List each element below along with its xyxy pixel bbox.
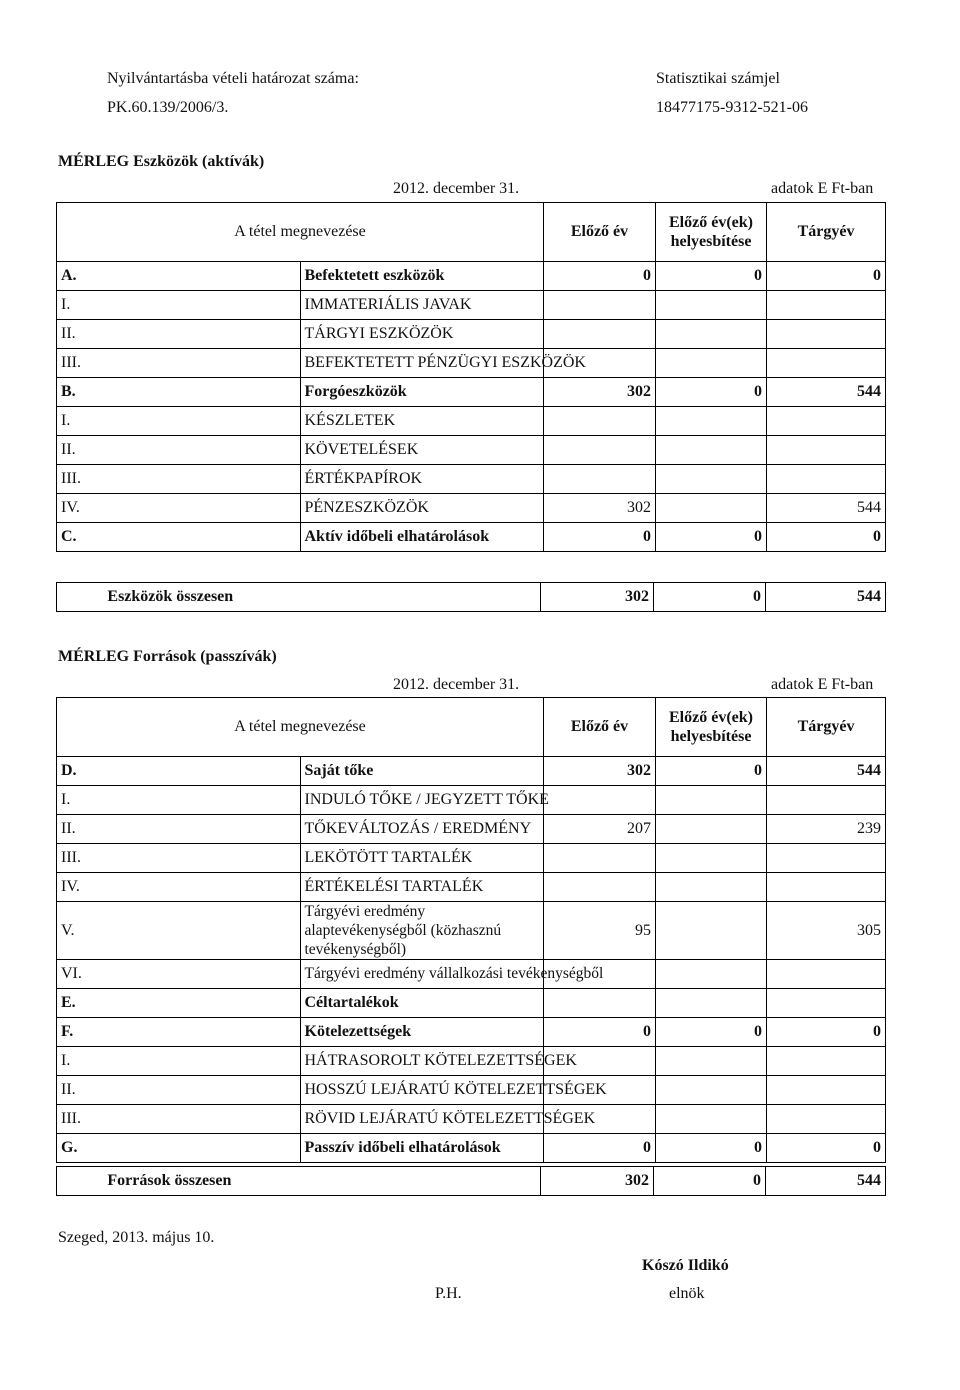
liabilities-table [56,697,886,1163]
row-code: VI. [57,960,301,989]
row-code: II. [57,1076,301,1105]
row-current [767,436,886,465]
row-code: D. [57,757,301,786]
assets-total-table [56,582,886,612]
table-row [57,757,886,786]
row-prev: 0 [544,523,656,552]
row-current [767,844,886,873]
registration-number: PK.60.139/2006/3. [107,99,229,116]
table-row [57,320,886,349]
table-row [57,378,886,407]
row-current: 0 [767,1134,886,1163]
row-correction [656,465,767,494]
total-name: Eszközök összesen [103,583,540,612]
table-row [57,494,886,523]
row-prev [544,436,656,465]
table-row [57,786,886,815]
row-name: Befektetett eszközök [300,262,544,291]
row-code: II. [57,436,301,465]
row-correction [656,291,767,320]
row-name: HOSSZÚ LEJÁRATÚ KÖTELEZETTSÉGEK [300,1076,544,1105]
row-correction [656,349,767,378]
row-code: F. [57,1018,301,1047]
row-current: 239 [767,815,886,844]
row-correction: 0 [656,1018,767,1047]
row-correction [656,407,767,436]
column-header-prev: Előző év [544,698,656,757]
row-correction [656,786,767,815]
row-current [767,989,886,1018]
row-correction [656,844,767,873]
total-correction: 0 [654,1167,766,1196]
column-header-correction-line1: Előző év(ek) [669,709,753,726]
row-prev [544,989,656,1018]
column-header-correction-line2: helyesbítése [670,233,752,250]
row-current [767,1076,886,1105]
row-name: LEKÖTÖTT TARTALÉK [300,844,544,873]
row-prev [544,291,656,320]
row-current [767,291,886,320]
row-prev: 302 [544,494,656,523]
assets-date: 2012. december 31. [393,180,520,197]
row-current [767,1047,886,1076]
row-current [767,1105,886,1134]
row-correction [656,436,767,465]
row-code: E. [57,989,301,1018]
stamp-placeholder: P.H. [435,1285,462,1302]
table-row [57,523,886,552]
row-correction [656,1105,767,1134]
liabilities-title: MÉRLEG Források (passzívák) [58,648,277,665]
table-row [57,465,886,494]
row-name: Céltartalékok [300,989,544,1018]
statistical-code-label: Statisztikai számjel [656,70,780,87]
row-prev: 0 [544,1018,656,1047]
total-name: Források összesen [103,1167,540,1196]
row-code: III. [57,349,301,378]
row-name: HÁTRASOROLT KÖTELEZETTSÉGEK [300,1047,544,1076]
row-name: IMMATERIÁLIS JAVAK [300,291,544,320]
row-name: TŐKEVÁLTOZÁS / EREDMÉNY [300,815,544,844]
row-name: KÖVETELÉSEK [300,436,544,465]
table-row [57,1105,886,1134]
row-correction [656,320,767,349]
row-prev [544,320,656,349]
row-correction: 0 [656,262,767,291]
liabilities-unit: adatok E Ft-ban [771,676,874,693]
row-correction [656,873,767,902]
row-current: 544 [767,378,886,407]
row-code: I. [57,407,301,436]
row-code: II. [57,815,301,844]
row-name: TÁRGYI ESZKÖZÖK [300,320,544,349]
total-spacer [57,583,104,612]
signer-role: elnök [669,1285,705,1302]
column-header-prev: Előző év [544,203,656,262]
column-header-correction [656,698,767,757]
liabilities-total-table [56,1166,886,1196]
row-prev [544,786,656,815]
row-name: ÉRTÉKELÉSI TARTALÉK [300,873,544,902]
column-header-name: A tétel megnevezése [57,698,544,757]
row-current [767,465,886,494]
row-correction: 0 [656,523,767,552]
row-correction [656,960,767,989]
assets-unit: adatok E Ft-ban [771,180,874,197]
row-prev [544,465,656,494]
row-code: I. [57,1047,301,1076]
liabilities-total-row [57,1167,886,1196]
total-current: 544 [765,583,885,612]
row-current [767,873,886,902]
column-header-correction [656,203,767,262]
assets-header-row [57,203,886,262]
table-row [57,960,886,989]
row-name: Passzív időbeli elhatárolások [300,1134,544,1163]
row-prev [544,407,656,436]
row-code: IV. [57,873,301,902]
row-name: INDULÓ TŐKE / JEGYZETT TŐKE [300,786,544,815]
table-row [57,1076,886,1105]
row-current: 0 [767,523,886,552]
row-current: 544 [767,494,886,523]
row-correction: 0 [656,1134,767,1163]
row-correction [656,902,767,960]
row-name: PÉNZESZKÖZÖK [300,494,544,523]
column-header-correction-line1: Előző év(ek) [669,214,753,231]
row-name: Saját tőke [300,757,544,786]
row-name: Tárgyévi eredmény vállalkozási tevékenységből [300,960,544,989]
row-correction [656,1047,767,1076]
row-current: 0 [767,1018,886,1047]
row-current [767,960,886,989]
row-correction [656,494,767,523]
row-name: Forgóeszközök [300,378,544,407]
row-name: KÉSZLETEK [300,407,544,436]
column-header-current: Tárgyév [767,698,886,757]
row-name: RÖVID LEJÁRATÚ KÖTELEZETTSÉGEK [300,1105,544,1134]
row-name: ÉRTÉKPAPÍROK [300,465,544,494]
column-header-current: Tárgyév [767,203,886,262]
column-header-correction-line2: helyesbítése [670,728,752,745]
row-correction: 0 [656,378,767,407]
row-name: Aktív időbeli elhatárolások [300,523,544,552]
row-correction [656,1076,767,1105]
row-current: 544 [767,757,886,786]
row-code: III. [57,844,301,873]
row-correction [656,989,767,1018]
table-row [57,1018,886,1047]
assets-title: MÉRLEG Eszközök (aktívák) [58,153,265,170]
row-code: B. [57,378,301,407]
row-prev: 0 [544,262,656,291]
total-prev: 302 [541,1167,654,1196]
table-row [57,262,886,291]
row-code: V. [57,902,301,960]
row-prev: 302 [544,757,656,786]
row-code: A. [57,262,301,291]
signer-name: Kószó Ildikó [642,1257,729,1274]
total-spacer [57,1167,104,1196]
row-code: III. [57,1105,301,1134]
row-code: C. [57,523,301,552]
table-row [57,291,886,320]
table-row [57,902,886,960]
row-prev [544,873,656,902]
row-name: BEFEKTETETT PÉNZÜGYI ESZKÖZÖK [300,349,544,378]
row-prev: 95 [544,902,656,960]
row-prev [544,844,656,873]
row-code: G. [57,1134,301,1163]
table-row [57,989,886,1018]
row-current [767,320,886,349]
table-row [57,1047,886,1076]
table-row [57,407,886,436]
statistical-code: 18477175-9312-521-06 [656,99,808,116]
row-current: 0 [767,262,886,291]
total-current: 544 [765,1167,885,1196]
table-row [57,844,886,873]
place-date: Szeged, 2013. május 10. [58,1229,215,1246]
table-row [57,815,886,844]
liabilities-date: 2012. december 31. [393,676,520,693]
row-current [767,786,886,815]
table-row [57,349,886,378]
table-row [57,436,886,465]
row-code: II. [57,320,301,349]
row-code: III. [57,465,301,494]
assets-total-row [57,583,886,612]
row-code: I. [57,291,301,320]
row-correction: 0 [656,757,767,786]
row-prev: 302 [544,378,656,407]
row-current [767,407,886,436]
assets-table [56,202,886,552]
table-row [57,873,886,902]
liabilities-header-row [57,698,886,757]
table-row [57,1134,886,1163]
row-current [767,349,886,378]
row-prev: 0 [544,1134,656,1163]
row-name: Kötelezettségek [300,1018,544,1047]
total-correction: 0 [654,583,766,612]
row-code: IV. [57,494,301,523]
registration-label: Nyilvántartásba vételi határozat száma: [107,70,359,87]
row-name: Tárgyévi eredmény alaptevékenységből (közhasznú tevékenységből) [300,902,544,960]
column-header-name: A tétel megnevezése [57,203,544,262]
row-current: 305 [767,902,886,960]
row-code: I. [57,786,301,815]
row-correction [656,815,767,844]
row-prev: 207 [544,815,656,844]
total-prev: 302 [541,583,654,612]
